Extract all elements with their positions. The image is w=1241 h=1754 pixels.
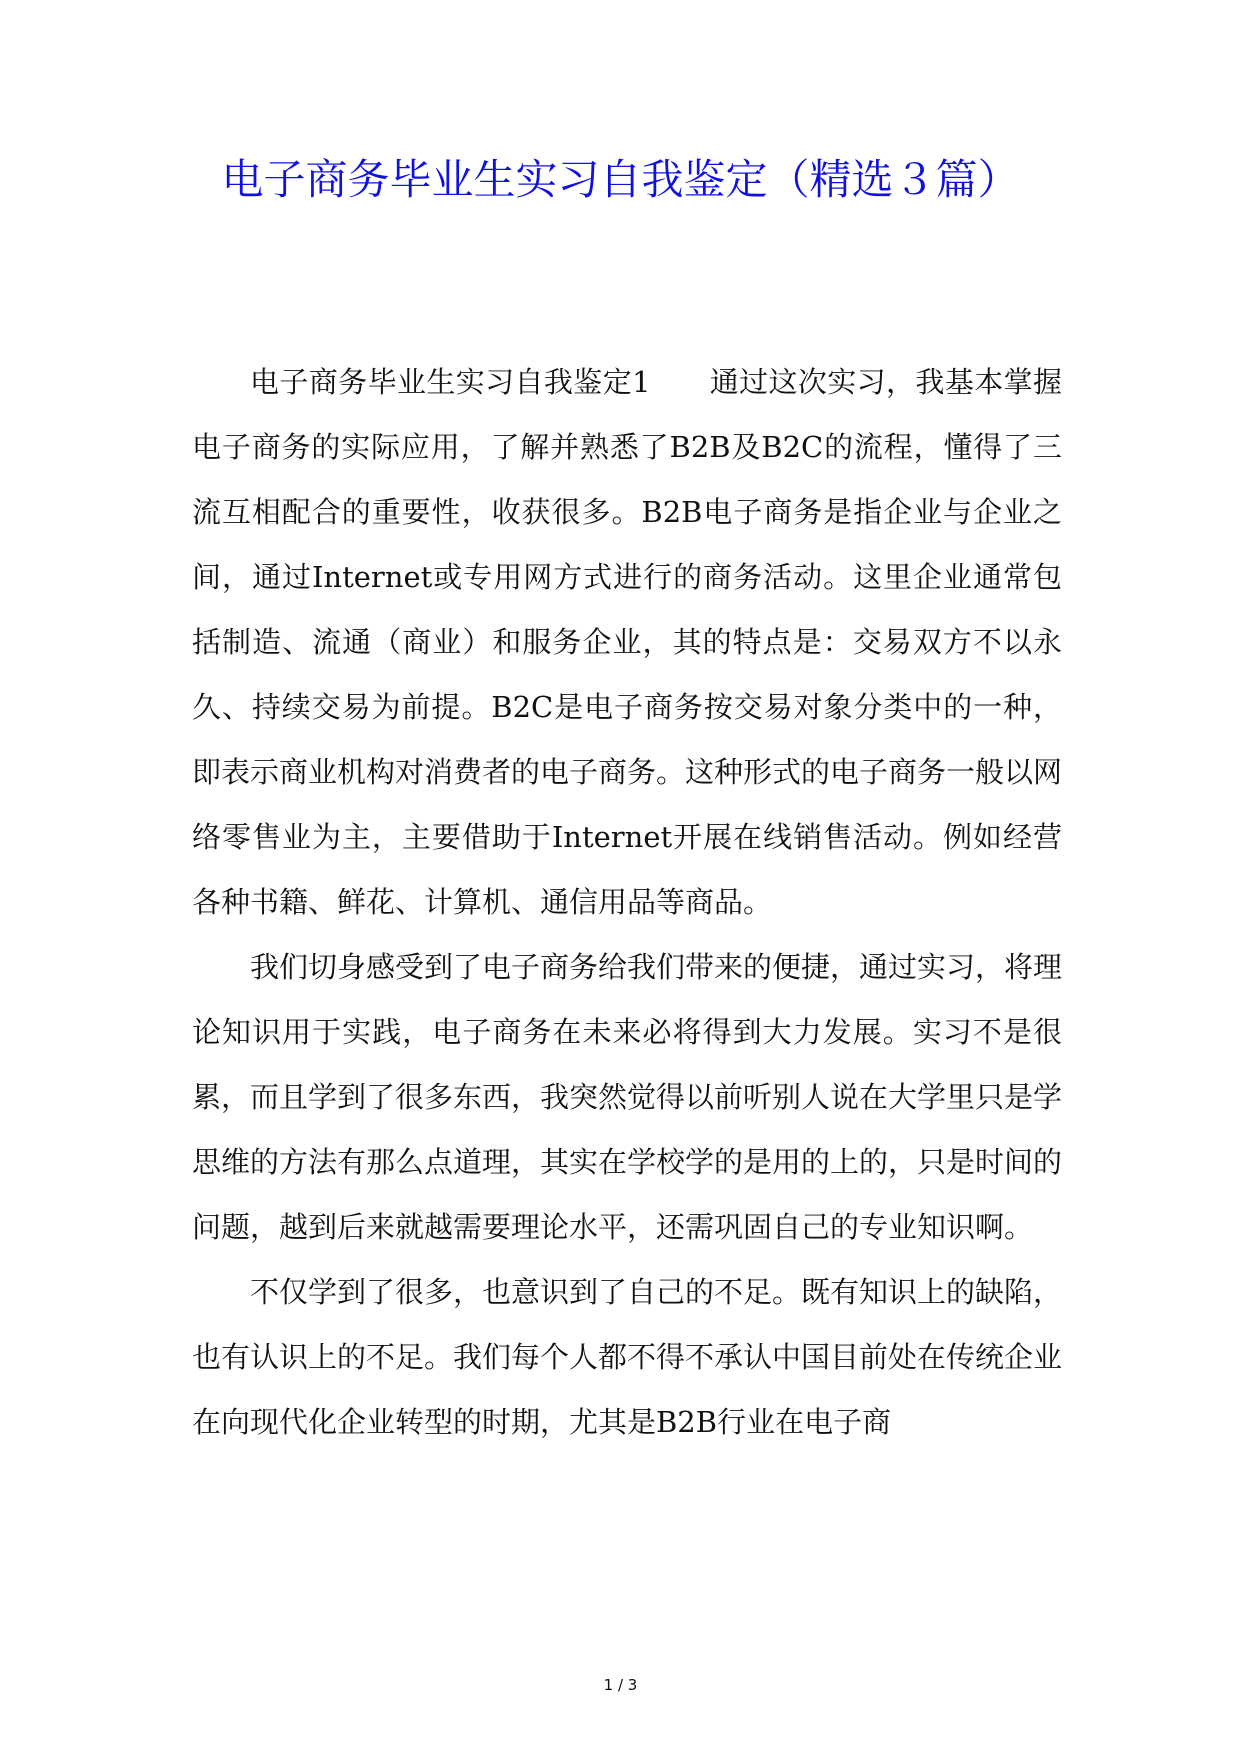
paragraph-1: 电子商务毕业生实习自我鉴定1 通过这次实习，我基本掌握电子商务的实际应用，了解并熟悉了B2B及B2C的流程，懂得了三流互相配合的重要性，收获很多。B2B电子商务是指企业与企业之间，通过Internet或专用网方式进行的商务活动。这里企业通常包括制造、流通（商业）和服务企业，其的特点是：交易双方不以永久、持续交易为前提。B2C是电子商务按交易对象分类中的一种，即表示商业机构对消费者的电子商务。这种形式的电子商务一般以网络零售业为主，主要借助于Internet开展在线销售活动。例如经营各种书籍、鲜花、计算机、通信用品等商品。	[192, 365, 1063, 919]
page-number: 1 / 3	[603, 1676, 638, 1694]
paragraph-3: 不仅学到了很多，也意识到了自己的不足。既有知识上的缺陷，也有认识上的不足。我们每个人都不得不承认中国目前处在传统企业在向现代化企业转型的时期，尤其是B2B行业在电子商	[192, 1275, 1063, 1439]
document-title: 电子商务毕业生实习自我鉴定（精选３篇）	[221, 155, 1020, 204]
paragraph-2: 我们切身感受到了电子商务给我们带来的便捷，通过实习，将理论知识用于实践，电子商务在未来必将得到大力发展。实习不是很累，而且学到了很多东西，我突然觉得以前听别人说在大学里只是学思维的方法有那么点道理，其实在学校学的是用的上的，只是时间的问题，越到后来就越需要理论水平，还需巩固自己的专业知识啊。	[192, 950, 1063, 1244]
document-body	[192, 350, 1062, 1455]
